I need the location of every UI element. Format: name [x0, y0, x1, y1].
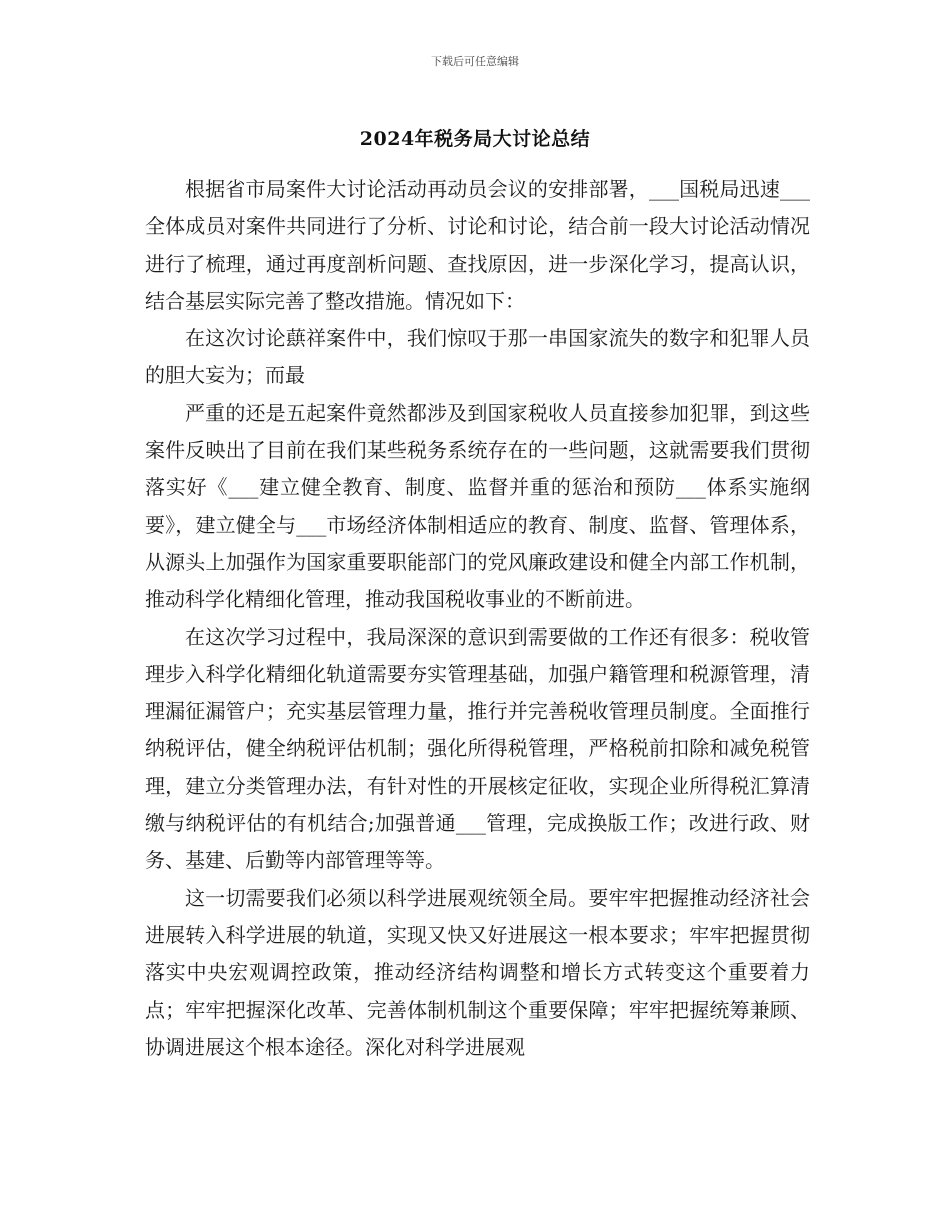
paragraph-3: 严重的还是五起案件竟然都涉及到国家税收人员直接参加犯罪，到这些案件反映出了目前在我们某些税务系统存在的一些问题，这就需要我们贯彻落实好《___建立健全教育、制度、监督并重的惩治和预防___体系实施纲要》，建立健全与___市场经济体制相适应的教育、制度、监督、管理体系，从源头上加强作为国家重要职能部门的党风廉政建设和健全内部工作机制，推动科学化精细化管理，推动我国税收事业的不断前进。: [145, 400, 810, 612]
header-note: 下载后可任意编辑: [431, 55, 519, 68]
document-title: 2024年税务局大讨论总结: [359, 128, 591, 150]
paragraph-4: 在这次学习过程中，我局深深的意识到需要做的工作还有很多：税收管理步入科学化精细化轨道需要夯实管理基础，加强户籍管理和税源管理，清理漏征漏管户；充实基层管理力量，推行并完善税收管理员制度。全面推行纳税评估，健全纳税评估机制；强化所得税管理，严格税前扣除和减免税管理，建立分类管理办法，有针对性的开展核定征收，实现企业所得税汇算清缴与纳税评估的有机结合;加强普通___管理，完成换版工作；改进行政、财务、基建、后勤等内部管理等等。: [145, 624, 810, 873]
paragraph-1: 根据省市局案件大讨论活动再动员会议的安排部署，___国税局迅速___全体成员对案件共同进行了分析、讨论和讨论，结合前一段大讨论活动情况进行了梳理，通过再度剖析问题、查找原因，进一步深化学习，提高认识，结合基层实际完善了整改措施。情况如下：: [145, 177, 810, 313]
document-body: [145, 171, 810, 1066]
paragraph-5: 这一切需要我们必须以科学进展观统领全局。要牢牢把握推动经济社会进展转入科学进展的轨道，实现又快又好进展这一根本要求；牢牢把握贯彻落实中央宏观调控政策，推动经济结构调整和增长方式转变这个重要着力点；牢牢把握深化改革、完善体制机制这个重要保障；牢牢把握统筹兼顾、协调进展这个根本途径。深化对科学进展观: [145, 885, 810, 1059]
paragraph-2: 在这次讨论蕻祥案件中，我们惊叹于那一串国家流失的数字和犯罪人员的胆大妄为；而最: [145, 326, 810, 388]
